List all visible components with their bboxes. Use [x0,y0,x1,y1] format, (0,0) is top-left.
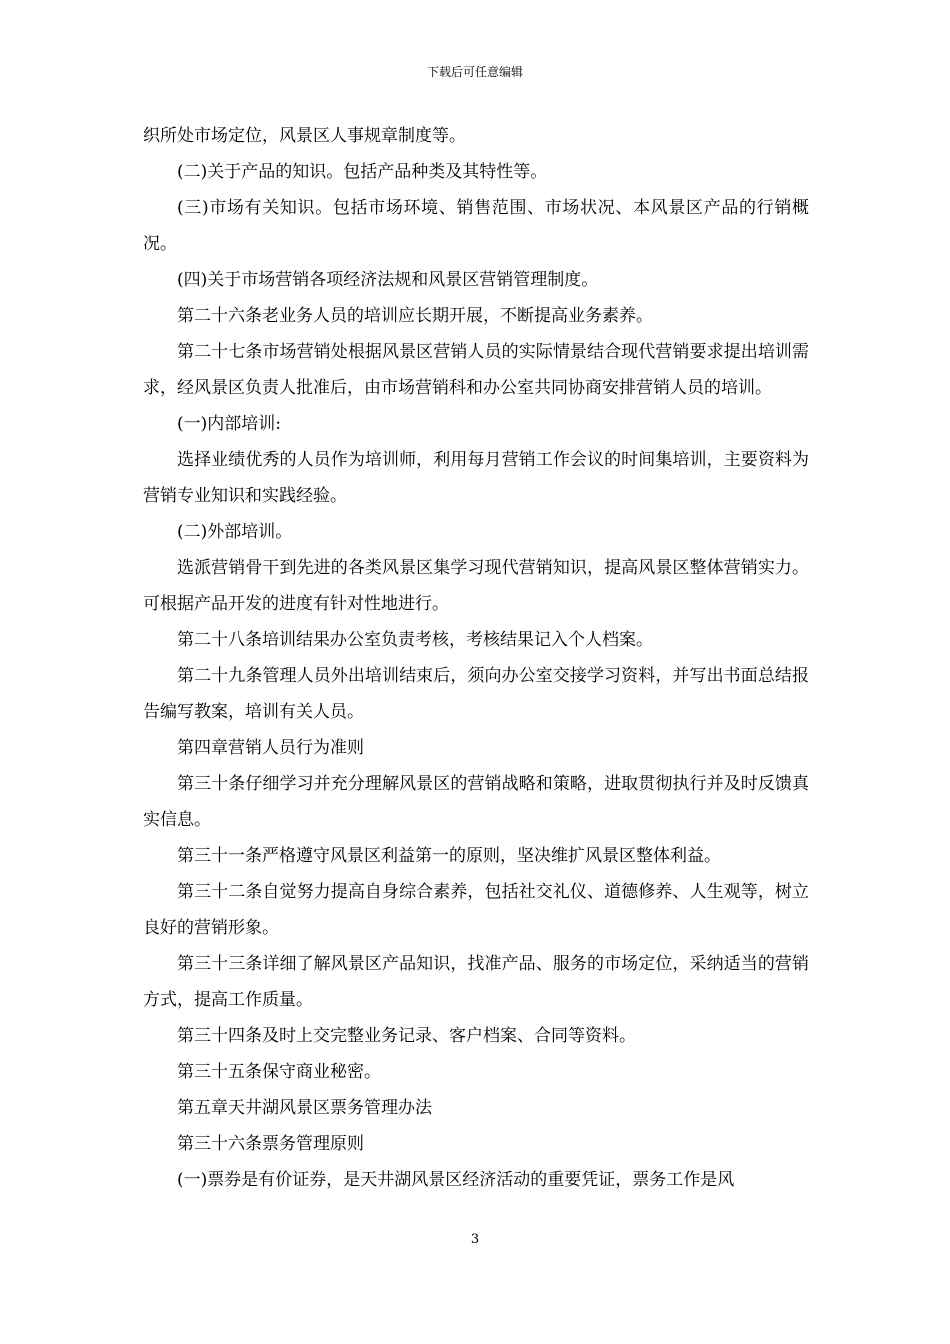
body-paragraph: (三)市场有关知识。包括市场环境、销售范围、市场状况、本风景区产品的行销概况。 [143,198,809,254]
page-header: 下载后可任意编辑 [426,65,523,79]
article-paragraph: 第二十六条老业务人员的培训应长期开展，不断提高业务素养。 [177,306,653,326]
body-paragraph: (一)内部培训: [177,414,281,434]
article-paragraph: 第二十七条市场营销处根据风景区营销人员的实际情景结合现代营销要求提出培训需求，经风景区负责人批准后，由市场营销科和办公室共同协商安排营销人员的培训。 [143,342,809,398]
article-paragraph: 第三十二条自觉努力提高自身综合素养，包括社交礼仪、道德修养、人生观等，树立良好的营销形象。 [143,882,809,938]
body-paragraph: 织所处市场定位，风景区人事规章制度等。 [143,126,466,146]
body-paragraph: (二)关于产品的知识。包括产品种类及其特性等。 [177,162,548,182]
body-paragraph: (一)票券是有价证券，是天井湖风景区经济活动的重要凭证，票务工作是风 [177,1170,735,1190]
chapter-heading: 第四章营销人员行为准则 [177,738,364,758]
body-paragraph: (四)关于市场营销各项经济法规和风景区营销管理制度。 [177,270,599,290]
chapter-heading: 第五章天井湖风景区票务管理办法 [177,1098,432,1118]
article-paragraph: 第三十五条保守商业秘密。 [177,1062,381,1082]
article-paragraph: 第三十一条严格遵守风景区利益第一的原则，坚决维扩风景区整体利益。 [177,846,721,866]
body-paragraph: 选择业绩优秀的人员作为培训师，利用每月营销工作会议的时间集培训，主要资料为营销专业知识和实践经验。 [143,450,809,506]
article-paragraph: 第二十八条培训结果办公室负责考核，考核结果记入个人档案。 [177,630,653,650]
article-paragraph: 第三十六条票务管理原则 [177,1134,364,1154]
document-body [143,118,809,1198]
article-paragraph: 第二十九条管理人员外出培训结束后，须向办公室交接学习资料，并写出书面总结报告编写教案，培训有关人员。 [143,666,809,722]
article-paragraph: 第三十三条详细了解风景区产品知识，找准产品、服务的市场定位，采纳适当的营销方式，提高工作质量。 [143,954,809,1010]
body-paragraph: 选派营销骨干到先进的各类风景区集学习现代营销知识，提高风景区整体营销实力。可根据产品开发的进度有针对性地进行。 [143,558,809,614]
body-paragraph: (二)外部培训。 [177,522,293,542]
page-number: 3 [470,1232,480,1247]
article-paragraph: 第三十四条及时上交完整业务记录、客户档案、合同等资料。 [177,1026,636,1046]
article-paragraph: 第三十条仔细学习并充分理解风景区的营销战略和策略，进取贯彻执行并及时反馈真实信息。 [143,774,809,830]
